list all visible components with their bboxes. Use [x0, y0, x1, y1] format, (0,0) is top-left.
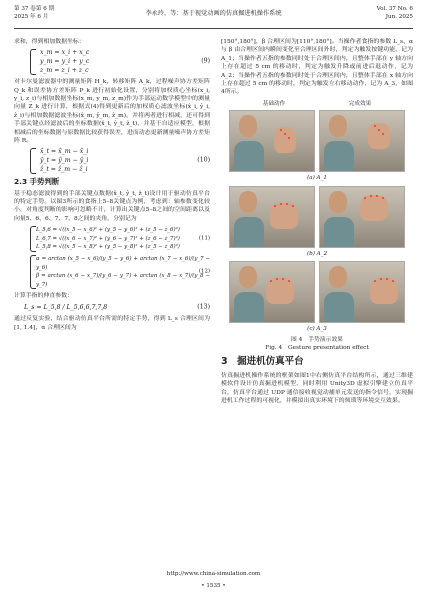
equation-number: (13): [197, 303, 210, 311]
equation-number: (10): [197, 157, 210, 165]
paragraph: 对卡尔曼滤波器中的测量矩阵 H_k，转移矩阵 A_k，过程噪声协方差矩阵 Q_k 和误差协方差矩阵 P_k 进行初始化设置，分别将加权质心坐标(x_i, y_i, z_i)与相加数据坐标(x_m, y_m, z_m)作为手部运动数学模型中的测量向量 Z_k 进行计算，根据式(4)得到更新后的加权质心滤波坐标(x̂_i, ŷ_i, ẑ_i)与相加数据滤波坐标(x̂_m, ŷ_m, ẑ_m)，并将两者进行相减，还可得到手部关键点经滤波后的坐标数据(x̂_t, ŷ_t, ẑ_t)，并基于自适应模型，根据相减后的坐标数据与原数据比较获得误差，进而动态更新测量噪声协方差矩阵 R。: [14, 79, 210, 145]
section-heading: 2.3 手势判断: [14, 177, 60, 187]
equation-9: x_m = x_i + x_c y_m = y_i + y_c z_m = z_i + z_c (9): [14, 49, 210, 75]
equation-number: (11): [198, 235, 210, 242]
subfigure-label: (b) A_2: [306, 250, 328, 257]
equation-12: α = arctan (x_5 − x_6)/(y_5 − y_6) + arctan (x_7 − x_6)/(y_7 − y_6) β = arctan (x_6 − x_7)/(y_6 − y_7) + arctan (x_8 − x_7)/(y_8 − y_7) (12): [14, 255, 210, 289]
figure-column-head: 基础动作: [262, 100, 286, 107]
equation-number: (12): [198, 268, 210, 275]
paragraph: [150°,180°]，β 合理区间为[110°,180°]。当操作者食指的参数 L_s、α 与 β 由合理区间内瞬间变化至合理区间外时，判定为触发按键功能，记为 A_1；当操作者五指的参数同时处于合理区间内，且整体手部在 y 轴方向上存在超过 5 cm 的移动时，判定为触发升降或前进后退动作，记为 A_2；当操作者五指的参数同时处于合理区间内，且整体手部在 x 轴方向上存在超过 5 cm 的移动时，判定为触发左右移动动作，记为 A_3，如图4所示。: [221, 39, 413, 96]
section-heading: 3 掘进机仿真平台: [221, 356, 304, 368]
gesture-photo: [319, 110, 405, 172]
gesture-photo: [319, 186, 405, 248]
subfigure-label: (c) A_3: [307, 326, 327, 333]
figure-column-head: 完成效果: [348, 100, 372, 107]
paragraph: 基于稳态滤波得到的手部关键点数据(x̂_t, ŷ_t, ẑ_t)设计用于驱动仿真平台的特定手势。以图3所示的食指上5–8关键点为例，考虑到：轴参数变化较小，对角度判断的影响可忽略不计，计算出关键点5–8之间的空间距离以及向量5、6、6、7、7、8之间的夹角，分别记为: [14, 190, 210, 222]
equation-13: L_s = L_5,8 / L_5,6,6,7,7,8 (13): [24, 303, 210, 311]
gesture-photo: [229, 110, 315, 172]
journal-volume: 第 37 卷第 6 期 2025 年 6 月: [14, 6, 55, 20]
equation-10: x̂_t = x̂_m − x̂_i ŷ_t = ŷ_m − ŷ_i ẑ_t = ẑ_m − ẑ_i (10): [14, 148, 210, 174]
equation-number: (9): [201, 58, 210, 65]
figure-caption-cn: 图 4 手势演示效果: [291, 337, 343, 344]
page-number: • 1535 •: [201, 583, 226, 589]
right-column: [221, 38, 413, 406]
paragraph: 计算手指的伸直参数：: [14, 293, 73, 300]
gesture-photo: [229, 261, 315, 323]
left-column: [14, 38, 210, 332]
footer-url: http://www.china-simulation.com: [166, 571, 261, 577]
figure-row-a: [221, 110, 413, 172]
gesture-photo: [319, 261, 405, 323]
running-title: 李永玲，等：基于视觉动画的仿真掘进机操作系统: [145, 10, 282, 17]
figure-row-b: [221, 186, 413, 248]
figure-caption-en: Fig. 4 Gesture presentation effect: [265, 345, 369, 352]
subfigure-label: (a) A_1: [307, 175, 327, 182]
paragraph: 仿真掘进机操作系统的框架如图1中右侧仿真平台结构所示，通过三维建模软件设计仿真掘进机模型，同时利用 Unity3D 虚拟引擎建立仿真平台，仿真平台通过 UDP 通信接收视觉动捕单元发送的指令信号，实现掘进机工作过程的可视化，并模拟出真实环境下的烦琐等环境交互效果。: [221, 372, 413, 405]
gesture-photo: [229, 186, 315, 248]
paragraph: 求和，得到相加数据坐标：: [14, 39, 85, 45]
figure-4: [221, 100, 413, 353]
journal-volume-en: Vol. 37 No. 6 Jun. 2025: [376, 6, 413, 20]
header-divider: [14, 28, 413, 29]
figure-row-c: [221, 261, 413, 323]
equation-11: L_5,6 = √((x_5 − x_6)² + (y_5 − y_6)² + (z_5 − z_6)²) L_6,7 = √((x_6 − x_7)² + (y_6 − y_7)² + (z_6 − z_7)²) L_5,8 = √((x_5 − x_8)² + (y_5 − y_8)² + (z_5 − z_8)²) (11): [14, 226, 210, 252]
paragraph: 通过反复实验，结合驱动仿真平台所需的特定手势，得到 L_s 合理区间为[1, 1.4]，α 合理区间为: [14, 316, 210, 331]
